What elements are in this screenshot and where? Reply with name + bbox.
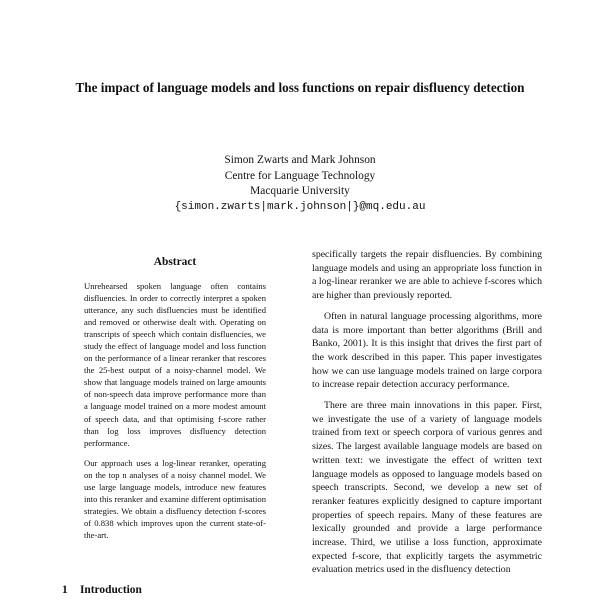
body-paragraph: specifically targets the repair disfluencies. By combining language models and using an appropriate loss function in a log-linear reranker we are able to achieve f-scores which are higher than previously reported. (312, 249, 542, 302)
section-title: Introduction (80, 584, 142, 596)
abstract-paragraph: Our approach uses a log-linear reranker, operating on the top n analyses of a noisy channel model. We use large language models, introduce new features into this reranker and examine different optimisation strategies. We obtain a disfluency detection f-scores of 0.838 which improves upon the current state-of-the-art. (84, 457, 266, 540)
author-affiliation: Centre for Language Technology (224, 169, 376, 182)
author-names: Simon Zwarts and Mark Johnson (224, 154, 376, 166)
section-heading-introduction (62, 584, 142, 596)
abstract-body (84, 280, 266, 549)
abstract-heading: Abstract (153, 256, 197, 268)
body-paragraph: There are three main innovations in this paper. First, we investigate the use of a variety of language models trained from text or speech corpora of various genres and sizes. The largest available language models are based on written text: we investigate the effect of written text language models as opposed to language models based on speech transcripts. Second, we develop a new set of reranker features explicitly designed to capture important properties of speech repairs. Many of these features are lexically grounded and provide a large performance increase. Third, we utilise a loss function, approximate expected f-score, that explicitly targets the asymmetric evaluation metrics used in the disfluency detection (312, 400, 542, 576)
author-university: Macquarie University (250, 185, 350, 197)
section-number: 1 (62, 584, 68, 596)
author-block (100, 153, 500, 215)
author-email: {simon.zwarts|mark.johnson|}@mq.edu.au (174, 200, 426, 213)
abstract-paragraph: Unrehearsed spoken language often contains disfluencies. In order to correctly interpret a spoken utterance, any such disfluencies must be identified and removed or otherwise dealt with. Operating on transcripts of speech which contain disfluencies, we study the effect of language model and loss function on the performance of a linear reranker that rescores the 25-best output of a noisy-channel model. We show that language models trained on large amounts of non-speech data improve performance more than a language model trained on a more modest amount of speech data, and that optimising f-score rather than log loss improves disfluency detection performance. (84, 281, 266, 448)
right-column (312, 248, 542, 584)
body-paragraph: Often in natural language processing algorithms, more data is more important than better algorithms (Brill and Banko, 2001). It is this insight that drives the first part of the work described in this paper. This paper investigates how we can use language models trained on large corpora to increase repair detection accuracy performance. (312, 310, 542, 391)
paper-title: The impact of language models and loss functions on repair disfluency detection (75, 80, 525, 95)
